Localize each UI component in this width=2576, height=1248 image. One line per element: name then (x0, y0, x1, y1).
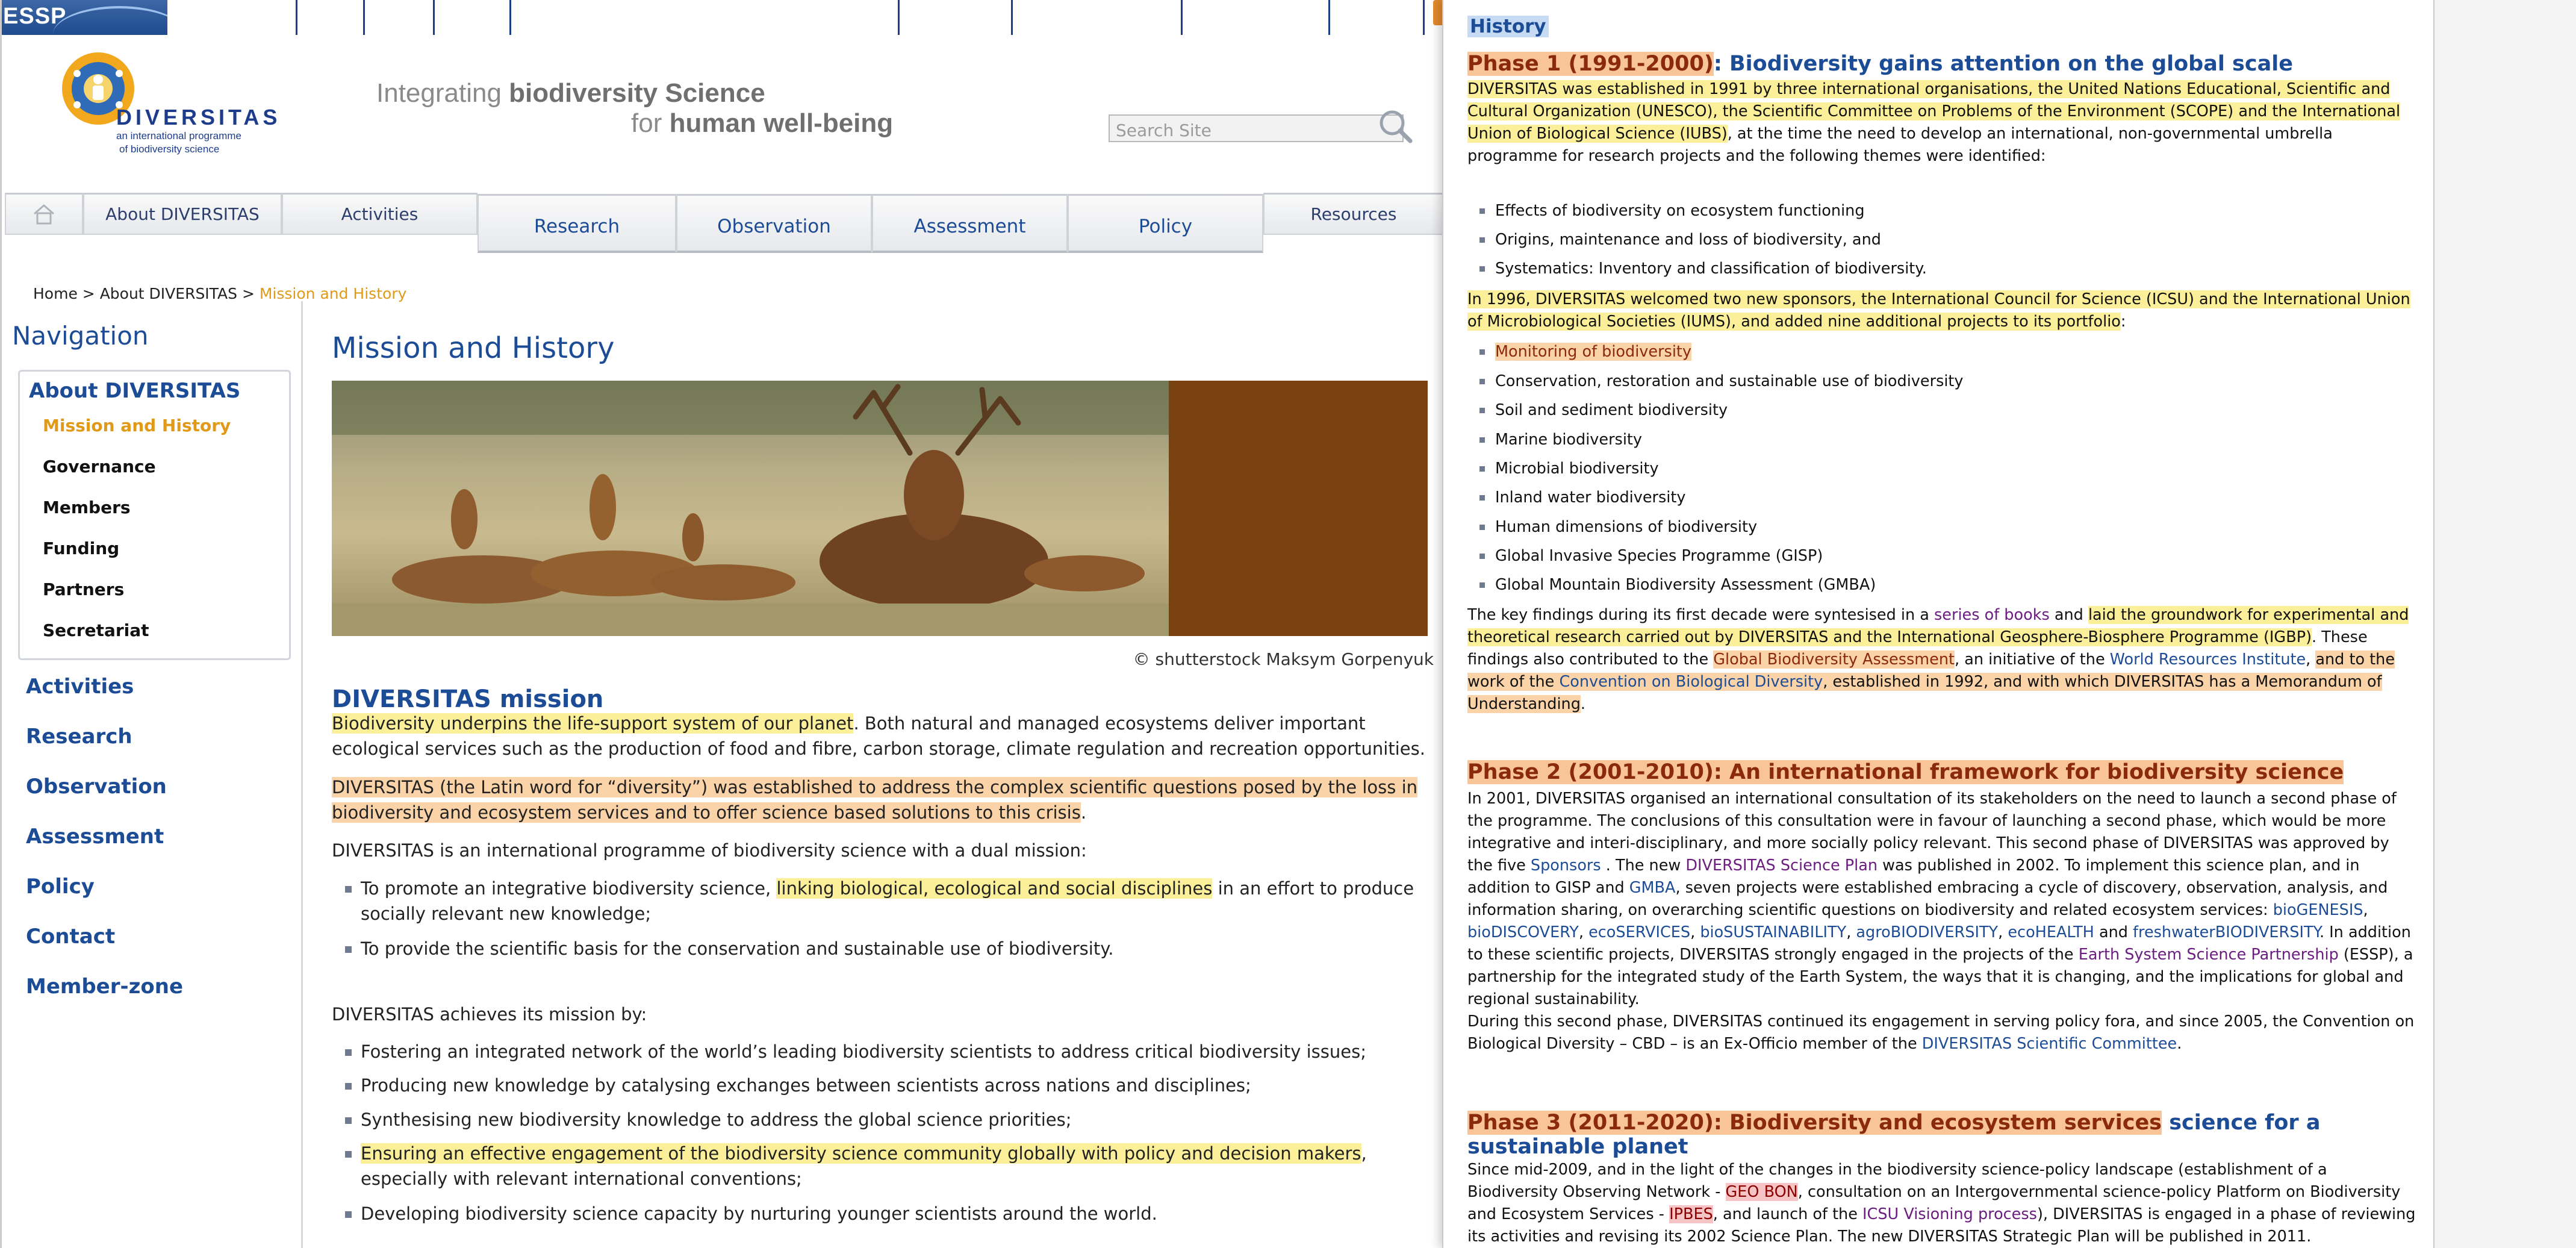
mission-paragraph (332, 711, 1434, 761)
list-item: Inland water biodiversity (1479, 487, 2407, 508)
mission-paragraph: DIVERSITAS is an international programme of biodiversity science with a dual mission: (332, 840, 1087, 861)
biogenesis-link[interactable]: bioGENESIS (2273, 901, 2363, 919)
paragraph-text: . These findings also contributed to the (1467, 628, 2368, 669)
nav-tab-activities[interactable]: Activities (282, 193, 478, 235)
paragraph-text: (ESSP), a partnership for the integrated study of the Earth System, the ways that it is changing, and the implications for global and regional sustainability. (1467, 946, 2413, 1008)
phase-heading (1467, 1111, 2419, 1159)
history-paragraph (1467, 78, 2419, 167)
highlight-link[interactable]: Monitoring of biodiversity (1495, 343, 1692, 361)
list-item: Global Invasive Species Programme (GISP) (1479, 545, 2407, 567)
history-paragraph (1467, 1159, 2419, 1248)
tagline-bold: human well-being (669, 108, 894, 138)
breadcrumb (33, 285, 406, 302)
list-item: Soil and sediment biodiversity (1479, 399, 2407, 421)
highlight: linking biological, ecological and social disciplines (776, 878, 1213, 899)
geo-bon-link[interactable]: GEO BON (1725, 1183, 1798, 1201)
highlight: Ensuring an effective engagement of the biodiversity science community globally with policy and decision makers (361, 1143, 1361, 1164)
list-text: To promote an integrative biodiversity science, (361, 878, 777, 899)
highlight: In 1996, DIVERSITAS welcomed two new sponsors, the International Council for Science (ICSU) and the International Union of Microbiological Societies (IUMS), and added nine additional projects to its portfolio (1467, 290, 2410, 331)
sidebar-item-partners[interactable]: Partners (43, 579, 125, 599)
sidebar-item-observation[interactable]: Observation (26, 775, 167, 799)
series-of-books-link[interactable]: series of books (1934, 606, 2050, 624)
top-divider (898, 0, 900, 35)
sidebar-item-secretariat[interactable]: Secretariat (43, 620, 149, 640)
list-item: Effects of biodiversity on ecosystem functioning (1479, 200, 2407, 222)
ecoservices-link[interactable]: ecoSERVICES (1588, 923, 1691, 941)
ecohealth-link[interactable]: ecoHEALTH (2008, 923, 2094, 941)
top-divider (433, 0, 435, 35)
pane-background (2434, 0, 2576, 1248)
main-nav (5, 193, 1442, 253)
mission-paragraph: DIVERSITAS achieves its mission by: (332, 1004, 647, 1025)
phase-heading (1467, 760, 2419, 784)
breadcrumb-current: Mission and History (259, 285, 407, 302)
top-divider (363, 0, 365, 35)
sidebar-item-activities[interactable]: Activities (26, 675, 134, 699)
hero-side-panel (1169, 381, 1428, 636)
sponsors-link[interactable]: Sponsors (1530, 856, 1601, 875)
heading-text: : Biodiversity gains attention on the global scale (1713, 52, 2293, 76)
essp-banner[interactable] (2, 0, 167, 35)
paragraph-text: . Both natural and managed ecosystems deliver important ecological services such as the production of food and fibre, carbon storage, climate regulation and recreation opportunities. (332, 713, 1425, 759)
list-item: Marine biodiversity (1479, 429, 2407, 451)
logo-name: DIVERSITAS (116, 105, 281, 129)
list-text: in an effort to produce socially relevant new knowledge; (361, 878, 1414, 924)
list-item: To provide the scientific basis for the conservation and sustainable use of biodiversity. (345, 936, 1429, 961)
highlight: DIVERSITAS was established in 1991 by three international organisations, the United Nations Educational, Scientific and Cultural Organization (UNESCO), the Scientific Committee on Problems of the Environment (SCOPE) and the International Union of Biological Science (IUBS) (1467, 80, 2401, 143)
biodiscovery-link[interactable]: bioDISCOVERY (1467, 923, 1579, 941)
biosustainability-link[interactable]: bioSUSTAINABILITY (1700, 923, 1847, 941)
list-item (345, 1141, 1429, 1191)
highlight: , established in 1992, and with which DIVERSITAS has a Memorandum of Understanding (1467, 673, 2382, 713)
deer-photo (332, 381, 1169, 636)
breadcrumb-section[interactable]: About DIVERSITAS (99, 285, 237, 302)
sidebar-title: Navigation (12, 321, 149, 351)
nav-tab-resources[interactable]: Resources (1263, 193, 1442, 235)
reader-pane (1442, 0, 2576, 1248)
list-item: Microbial biodiversity (1479, 458, 2407, 479)
history-panel (1442, 0, 2434, 1248)
gmba-link[interactable]: GMBA (1629, 879, 1676, 897)
sidebar-item-member-zone[interactable]: Member-zone (26, 975, 184, 999)
paragraph-text: , an initiative of the (1954, 651, 2110, 669)
highlight: Phase 3 (2011-2020): Biodiversity and ecosystem services (1467, 1111, 2162, 1135)
photo-credit: © shutterstock Maksym Gorpenyuk (1133, 649, 1434, 669)
nav-tab-about[interactable]: About DIVERSITAS (83, 193, 282, 235)
sidebar-item-assessment[interactable]: Assessment (26, 825, 164, 849)
sidebar-item-contact[interactable]: Contact (26, 925, 116, 949)
phase-heading (1467, 52, 2419, 76)
tagline-text: Integrating (376, 78, 509, 108)
tagline-line-1 (376, 78, 765, 108)
scientific-committee-link[interactable]: DIVERSITAS Scientific Committee (1921, 1035, 2177, 1053)
science-plan-link[interactable]: DIVERSITAS Science Plan (1685, 856, 1878, 875)
top-divider (1011, 0, 1013, 35)
paragraph-text: During this second phase, DIVERSITAS continued its engagement in serving policy fora, and since 2005, the Convention on Biological Diversity – CBD – is an Ex-Officio member of the (1467, 1012, 2415, 1053)
list-item: Producing new knowledge by catalysing exchanges between scientists across nations and disciplines; (345, 1073, 1429, 1098)
diversitas-logo[interactable] (59, 49, 300, 158)
breadcrumb-separator: > (82, 285, 95, 302)
breadcrumb-home[interactable]: Home (33, 285, 78, 302)
tagline-line-2 (631, 108, 893, 139)
paragraph-text: . (1080, 802, 1087, 823)
page-title: Mission and History (332, 331, 615, 365)
nav-tab-assessment[interactable]: Assessment (872, 194, 1068, 253)
paragraph-text: and (2049, 606, 2088, 624)
paragraph-text: , (2306, 651, 2316, 669)
paragraph-text: ), DIVERSITAS is engaged in a phase of reviewing its activities and revising its 2002 Science Plan. The new DIVERSITAS Strategic Plan will be published in 2011. (1467, 1205, 2416, 1246)
ipbes-link[interactable]: IPBES (1669, 1205, 1713, 1223)
sidebar-item-members[interactable]: Members (43, 498, 131, 517)
home-icon (32, 203, 56, 226)
mission-paragraph (332, 775, 1434, 825)
nav-home-button[interactable] (5, 193, 83, 235)
list-item: Systematics: Inventory and classification of biodiversity. (1479, 258, 2407, 279)
history-paragraph (1467, 604, 2419, 716)
essp-link[interactable]: Earth System Science Partnership (2078, 946, 2339, 964)
search-input[interactable]: Search Site (1109, 114, 1404, 142)
hero-image (332, 381, 1428, 636)
freshwater-link[interactable]: freshwaterBIODIVERSITY (2133, 923, 2319, 941)
top-divider (296, 0, 297, 35)
list-item: Developing biodiversity science capacity by nurturing younger scientists around the world. (345, 1201, 1429, 1226)
list-item (1479, 341, 2407, 363)
list-item (345, 876, 1429, 926)
nav-tab-research[interactable]: Research (478, 194, 676, 253)
tagline-text: for (631, 108, 670, 138)
highlight: Biodiversity underpins the life-support system of our planet (332, 713, 854, 734)
gba-link[interactable]: Global Biodiversity Assessment (1713, 651, 1955, 669)
highlight: laid the groundwork for experimental and theoretical research carried out by DIVERSITAS and the International Geosphere-Biosphere Programme (IGBP) (1467, 606, 2409, 646)
paragraph-text: Since mid-2009, and in the light of the changes in the biodiversity science-policy landscape (establishment of a Biodiversity Observing Network - (1467, 1161, 2327, 1201)
history-paragraph (1467, 289, 2419, 333)
top-divider (1181, 0, 1183, 35)
tagline-bold: biodiversity Science (509, 78, 765, 108)
essp-label: ESSP (3, 4, 67, 29)
top-divider (1328, 0, 1330, 35)
sidebar-about-box (18, 370, 291, 660)
sidebar-item-policy[interactable]: Policy (26, 875, 95, 899)
icsu-visioning-link[interactable]: ICSU Visioning process (1862, 1205, 2037, 1223)
top-divider (509, 0, 511, 35)
highlight: and to the work of the (1467, 651, 2395, 691)
paragraph-text: . The new (1601, 856, 1686, 875)
sidebar-item-funding[interactable]: Funding (43, 538, 120, 558)
highlight: Phase 2 (2001-2010): An international framework for biodiversity science (1467, 760, 2344, 784)
sidebar-item-governance[interactable]: Governance (43, 457, 156, 476)
paragraph-text: : (2120, 313, 2126, 331)
logo-subtitle: an international programme (116, 130, 241, 142)
paragraph-text: , seven projects were established embracing a cycle of discovery, observation, analysis, and information sharing, on overarching scientific questions on biodiversity and related ecosystem services: (1467, 879, 2388, 919)
list-item: Conservation, restoration and sustainable use of biodiversity (1479, 370, 2407, 392)
mission-heading: DIVERSITAS mission (332, 685, 604, 713)
paragraph-text: . (2177, 1035, 2182, 1053)
highlight: DIVERSITAS (the Latin word for “diversity”) was established to address the complex scientific questions posed by the loss in biodiversity and ecosystem services and to offer science based solutions to this crisis (332, 777, 1418, 823)
cbd-link[interactable]: Convention on Biological Diversity (1559, 673, 1823, 691)
top-bar (2, 0, 1442, 35)
top-divider (1423, 0, 1425, 35)
highlight: Phase 1 (1991-2000) (1467, 52, 1714, 76)
list-item: Fostering an integrated network of the world’s leading biodiversity scientists to address critical biodiversity issues; (345, 1039, 1429, 1064)
paragraph-text: and (2094, 923, 2133, 941)
sidebar-item-about[interactable]: About DIVERSITAS (29, 379, 241, 403)
list-text: , especially with relevant international conventions; (361, 1143, 1367, 1189)
list-item: Human dimensions of biodiversity (1479, 516, 2407, 538)
top-edge-tab[interactable] (1433, 0, 1442, 25)
history-paragraph: In 2001, DIVERSITAS organised an international consultation of its stakeholders on the need to launch a second phase of the programme. The conclusions of this consultation were in favour of launching a second phase, which would be more integrative and interi-disciplinary, and more socially policy relevant. This second phase of DIVERSITAS was approved by the five Sponsors . The new DIVERSITAS Science Plan was published in 2002. To implement this science plan, and in addition to GISP and GMBA, seven projects were established embracing a cycle of discovery, observation, analysis, and information sharing, on overarching scientific questions on biodiversity and related ecosystem services: bioGENESIS, bioDISCOVERY, ecoSERVICES, bioSUSTAINABILITY, agroBIODIVERSITY, ecoHEALTH and freshwaterBIODIVERSITY. In addition to these scientific projects, DIVERSITAS strongly engaged in the projects of the Earth System Science Partnership (ESSP), a partnership for the integrated study of the Earth System, the ways that it is changing, and the implications for global and regional sustainability. During this second phase, DIVERSITAS continued its engagement in serving policy fora, and since 2005, the Convention on Biological Diversity – CBD – is an Ex-Officio member of the DIVERSITAS Scientific Committee. (1467, 790, 2415, 1053)
nav-tab-observation[interactable]: Observation (676, 194, 872, 253)
nav-tab-policy[interactable]: Policy (1068, 194, 1263, 253)
sidebar-item-mission-history[interactable]: Mission and History (43, 416, 231, 435)
logo-subtitle: of biodiversity science (119, 143, 220, 155)
search-icon[interactable] (1377, 107, 1414, 145)
paragraph-text: In 2001, DIVERSITAS organised an international consultation of its stakeholders on the need to launch a second phase of the programme. The conclusions of this consultation were in favour of launching a second phase, which would be more integrative and interi-disciplinary, and more socially policy relevant. This second phase of DIVERSITAS was approved by the five (1467, 790, 2397, 875)
sidebar (2, 301, 303, 1248)
wri-link[interactable]: World Resources Institute (2109, 651, 2306, 669)
list-item: Origins, maintenance and loss of biodiversity, and (1479, 229, 2407, 251)
list-item: Synthesising new biodiversity knowledge to address the global science priorities; (345, 1107, 1429, 1132)
heading-text: science for a sustainable planet (1467, 1111, 2321, 1159)
paragraph-text: . (1580, 695, 1585, 713)
paragraph-text: The key findings during its first decade were syntesised in a (1467, 606, 1934, 624)
paragraph-text: , at the time the need to develop an international, non-governmental umbrella programme for research projects and the following themes were identified: (1467, 125, 2333, 165)
paragraph-text: . In addition to these scientific projects, DIVERSITAS strongly engaged in the projects of the (1467, 923, 2411, 964)
history-title: History (1467, 16, 1549, 37)
agrobiodiversity-link[interactable]: agroBIODIVERSITY (1856, 923, 1999, 941)
breadcrumb-separator: > (241, 285, 255, 302)
paragraph-text: , and launch of the (1713, 1205, 1863, 1223)
list-item: Global Mountain Biodiversity Assessment (GMBA) (1479, 574, 2407, 596)
paragraph-text: was published in 2002. To implement this science plan, and in addition to GISP and (1467, 856, 2360, 897)
paragraph-text: , consultation on an Intergovernmental science-policy Platform on Biodiversity and Ecosystem Services - (1467, 1183, 2401, 1223)
sidebar-item-research[interactable]: Research (26, 725, 132, 749)
